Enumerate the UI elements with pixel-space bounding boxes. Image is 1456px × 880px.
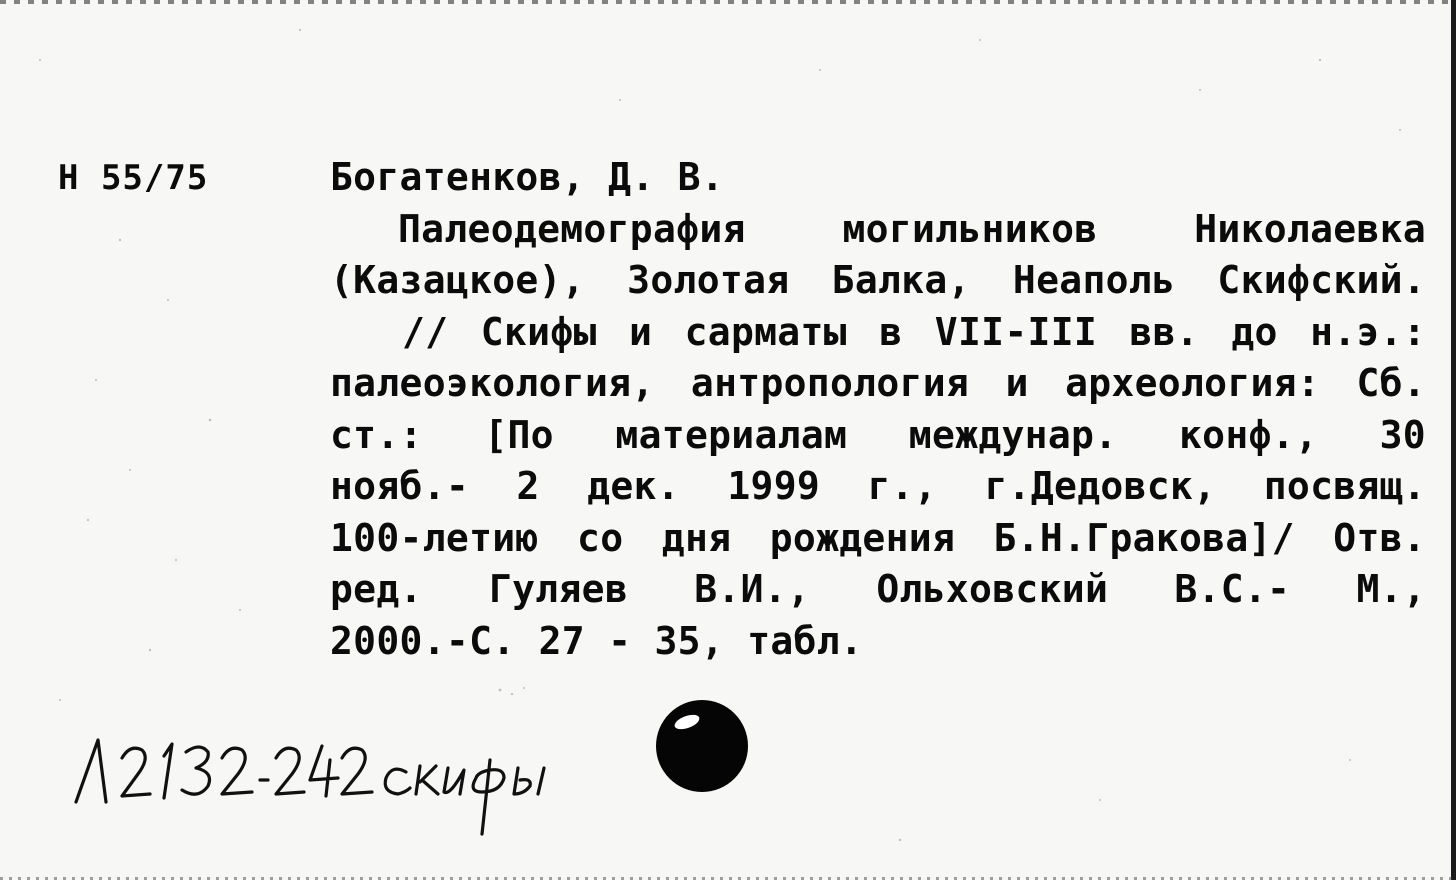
source-line-3: ст.: [По материалам междунар. конф., 30 [330, 412, 1426, 457]
shelfmark: Н 55/75 [58, 158, 209, 198]
card-punch-hole [656, 700, 748, 792]
title-line-1: Палеодемография могильников Николаевка [398, 206, 1426, 251]
source-line-2: палеоэкология, антропология и археология: Сб. [330, 361, 1426, 405]
card-right-edge [1451, 0, 1456, 880]
source-line-6: ред. Гуляев В.И., Ольховский В.С.- М., [330, 567, 1426, 611]
source-line-5: 100-летию со дня рождения Б.Н.Гракова]/ Отв. [330, 515, 1426, 560]
handwritten-note [72, 730, 632, 840]
source-line-7: 2000.-С. 27 - 35, табл. [330, 618, 864, 663]
source-line-4: нояб.- 2 дек. 1999 г., г.Дедовск, посвящ. [330, 464, 1426, 508]
bibliographic-entry [330, 152, 1426, 667]
author-line: Богатенков, Д. В. [330, 155, 725, 199]
source-line-1: // Скифы и сарматы в VII-III вв. до н.э.: [402, 309, 1426, 354]
title-line-2: (Казацкое), Золотая Балка, Неаполь Скифский. [330, 258, 1426, 302]
card-top-edge [0, 0, 1456, 4]
